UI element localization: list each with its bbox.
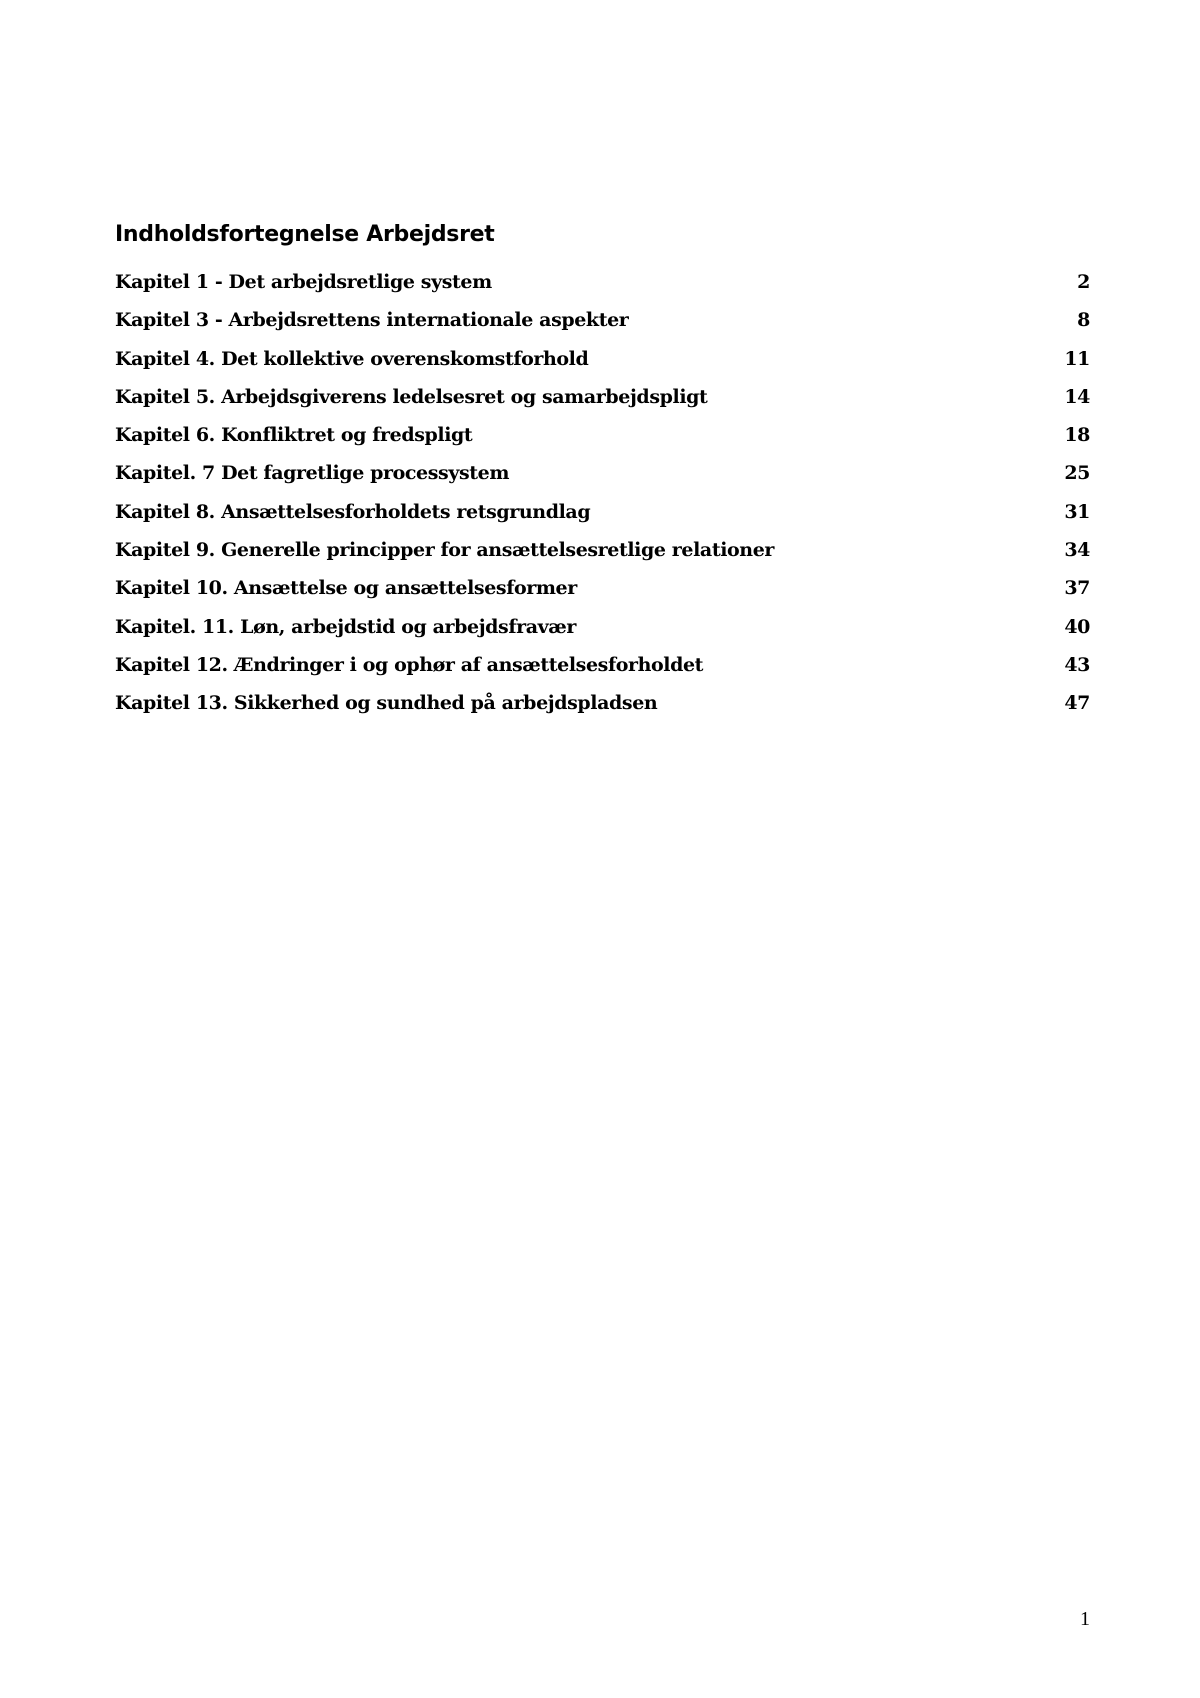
toc-entry-page: 18 — [1064, 424, 1090, 447]
toc-entry-page: 14 — [1064, 385, 1090, 408]
toc-entry-page: 40 — [1064, 615, 1090, 638]
toc-entry[interactable] — [115, 539, 1090, 577]
toc-entry[interactable] — [115, 309, 1090, 347]
toc-entry[interactable] — [115, 386, 1090, 424]
toc-title: Indholdsfortegnelse Arbejdsret — [115, 222, 495, 247]
toc-entry-title: Kapitel 10. Ansættelse og ansættelsesformer — [115, 577, 577, 600]
toc-entry-page: 47 — [1064, 692, 1090, 715]
toc-entry-title: Kapitel 1 - Det arbejdsretlige system — [115, 271, 492, 293]
toc-entry[interactable] — [115, 654, 1090, 692]
toc-entry-page: 25 — [1064, 462, 1090, 485]
toc-entry[interactable] — [115, 348, 1090, 386]
toc-entry-title: Kapitel 6. Konfliktret og fredspligt — [115, 424, 473, 447]
toc-entry-title: Kapitel. 11. Løn, arbejdstid og arbejdsfravær — [115, 615, 577, 638]
toc-entry[interactable] — [115, 501, 1090, 539]
toc-entry-title: Kapitel 12. Ændringer i og ophør af ansættelsesforholdet — [115, 653, 704, 676]
toc-entry-title: Kapitel. 7 Det fagretlige processystem — [115, 462, 510, 485]
toc-entry-page: 43 — [1064, 653, 1090, 676]
toc-entry-title: Kapitel 4. Det kollektive overenskomstforhold — [115, 347, 589, 370]
toc-entry[interactable] — [115, 692, 1090, 730]
toc-entry-title: Kapitel 5. Arbejdsgiverens ledelsesret og samarbejdspligt — [115, 385, 708, 408]
toc-entry[interactable] — [115, 424, 1090, 462]
toc-entry-page: 31 — [1064, 500, 1090, 523]
toc-entry-page: 34 — [1064, 539, 1090, 562]
toc-entry-title: Kapitel 9. Generelle principper for ansættelsesretlige relationer — [115, 539, 774, 562]
toc-entry[interactable] — [115, 616, 1090, 654]
toc-entry-page: 11 — [1064, 347, 1090, 370]
page-number: 1 — [1080, 1608, 1090, 1630]
toc-entry-title: Kapitel 8. Ansættelsesforholdets retsgrundlag — [115, 500, 591, 523]
toc-entry-title: Kapitel 3 - Arbejdsrettens internationale aspekter — [115, 309, 629, 332]
toc-entry[interactable] — [115, 271, 1090, 309]
toc-entry-page: 2 — [1077, 271, 1090, 293]
toc-entry[interactable] — [115, 577, 1090, 615]
toc-list — [115, 271, 1090, 731]
toc-entry[interactable] — [115, 462, 1090, 500]
toc-entry-page: 37 — [1064, 577, 1090, 600]
toc-entry-title: Kapitel 13. Sikkerhed og sundhed på arbejdspladsen — [115, 692, 658, 715]
toc-entry-page: 8 — [1077, 309, 1090, 332]
